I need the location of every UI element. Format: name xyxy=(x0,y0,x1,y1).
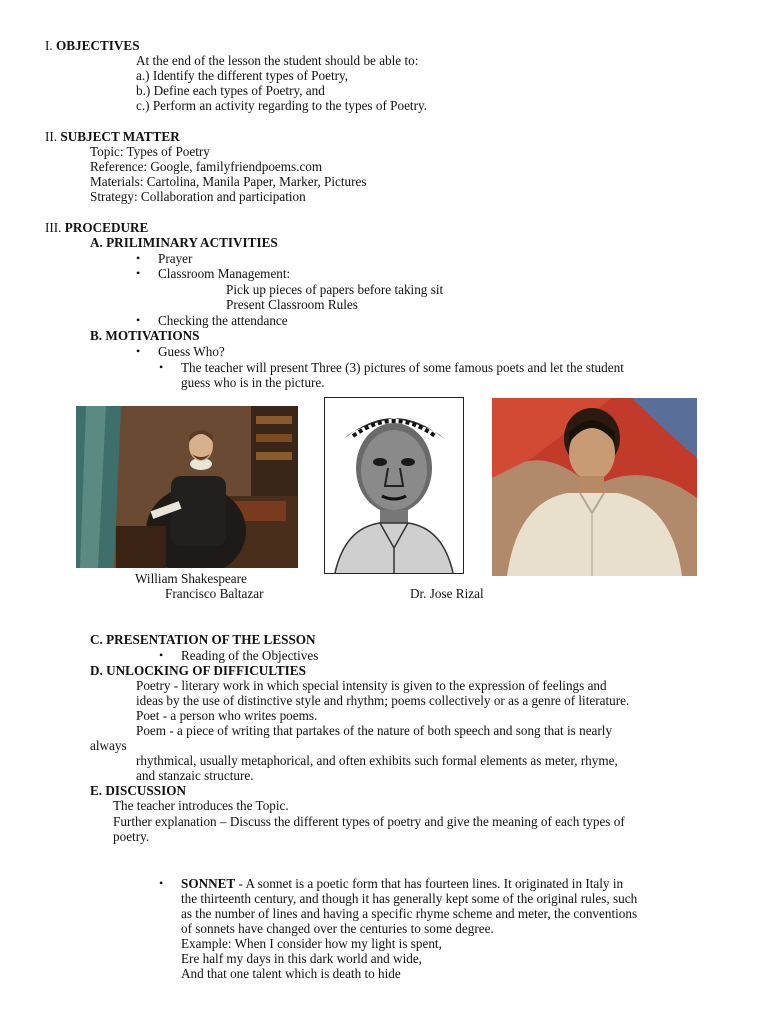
bullet-item: • The teacher will present Three (3) pictures of some famous poets and let the student xyxy=(181,360,624,375)
section-number: II. xyxy=(45,129,58,144)
subject-line: Reference: Google, familyfriendpoems.com xyxy=(90,159,323,174)
subsection-e-title: E. DISCUSSION xyxy=(90,783,187,798)
definition-line: ideas by the use of distinctive style and rhythm; poems collectively or as a genre of literature. xyxy=(136,693,630,708)
definition-line: rhythmical, usually metaphorical, and often exhibits such formal elements as meter, rhyme, xyxy=(136,753,618,768)
caption-rizal: Dr. Jose Rizal xyxy=(410,586,484,601)
objectives-intro: At the end of the lesson the student should be able to: xyxy=(136,53,419,68)
subsection-c-title: C. PRESENTATION OF THE LESSON xyxy=(90,632,316,647)
sub-item: Pick up pieces of papers before taking sit xyxy=(226,282,444,297)
bullet-item: • Guess Who? xyxy=(158,344,225,359)
discussion-line: The teacher introduces the Topic. xyxy=(113,798,289,813)
subsection-a-title: A. PRILIMINARY ACTIVITIES xyxy=(90,235,278,250)
subject-line: Strategy: Collaboration and participation xyxy=(90,189,306,204)
caption-baltazar: Francisco Baltazar xyxy=(165,586,264,601)
shakespeare-portrait xyxy=(76,406,298,568)
definition-line: Poem - a piece of writing that partakes of the nature of both speech and song that is nearly xyxy=(136,723,613,738)
bullet-item: • Prayer xyxy=(158,251,192,266)
objective-item: c.) Perform an activity regarding to the types of Poetry. xyxy=(136,98,428,113)
sonnet-example: Ere half my days in this dark world and wide, xyxy=(181,951,422,966)
sonnet-line: as the number of lines and having a specific rhyme scheme and meter, the conventions xyxy=(181,906,638,921)
section-title: PROCEDURE xyxy=(64,220,149,235)
sonnet-term: SONNET xyxy=(181,876,236,891)
definition-line: Poet - a person who writes poems. xyxy=(136,708,318,723)
bullet-continuation: guess who is in the picture. xyxy=(181,375,325,390)
objective-item: b.) Define each types of Poetry, and xyxy=(136,83,325,98)
section-title: OBJECTIVES xyxy=(56,38,140,53)
sonnet-example: Example: When I consider how my light is spent, xyxy=(181,936,442,951)
section-number: I. xyxy=(45,38,53,53)
subsection-d-title: D. UNLOCKING OF DIFFICULTIES xyxy=(90,663,306,678)
baltazar-portrait xyxy=(324,397,464,574)
bullet-item: • Checking the attendance xyxy=(158,313,288,328)
section-number: III. xyxy=(45,220,62,235)
discussion-line: poetry. xyxy=(113,829,150,844)
objective-item: a.) Identify the different types of Poetry, xyxy=(136,68,349,83)
bullet-item: • Reading of the Objectives xyxy=(181,648,318,663)
section-objectives-heading xyxy=(45,38,140,53)
sonnet-definition: - A sonnet is a poetic form that has fourteen lines. It originated in Italy in xyxy=(235,876,624,891)
rizal-portrait xyxy=(492,398,697,576)
bullet-item: • Classroom Management: xyxy=(158,266,290,281)
section-subject-heading xyxy=(45,129,180,144)
sonnet-bullet xyxy=(181,876,623,891)
discussion-line: Further explanation – Discuss the different types of poetry and give the meaning of each types of xyxy=(113,814,625,829)
section-procedure-heading xyxy=(45,220,148,235)
caption-shakespeare: William Shakespeare xyxy=(135,571,247,586)
subject-line: Materials: Cartolina, Manila Paper, Marker, Pictures xyxy=(90,174,367,189)
definition-line: always xyxy=(90,738,127,753)
subject-line: Topic: Types of Poetry xyxy=(90,144,210,159)
section-title: SUBJECT MATTER xyxy=(60,129,180,144)
sonnet-line: the thirteenth century, and though it has generally kept some of the original rules, such xyxy=(181,891,638,906)
definition-line: and stanzaic structure. xyxy=(136,768,254,783)
subsection-b-title: B. MOTIVATIONS xyxy=(90,328,200,343)
sub-item: Present Classroom Rules xyxy=(226,297,358,312)
sonnet-line: of sonnets have changed over the centuries to some degree. xyxy=(181,921,494,936)
definition-line: Poetry - literary work in which special intensity is given to the expression of feelings and xyxy=(136,678,607,693)
sonnet-example: And that one talent which is death to hide xyxy=(181,966,401,981)
